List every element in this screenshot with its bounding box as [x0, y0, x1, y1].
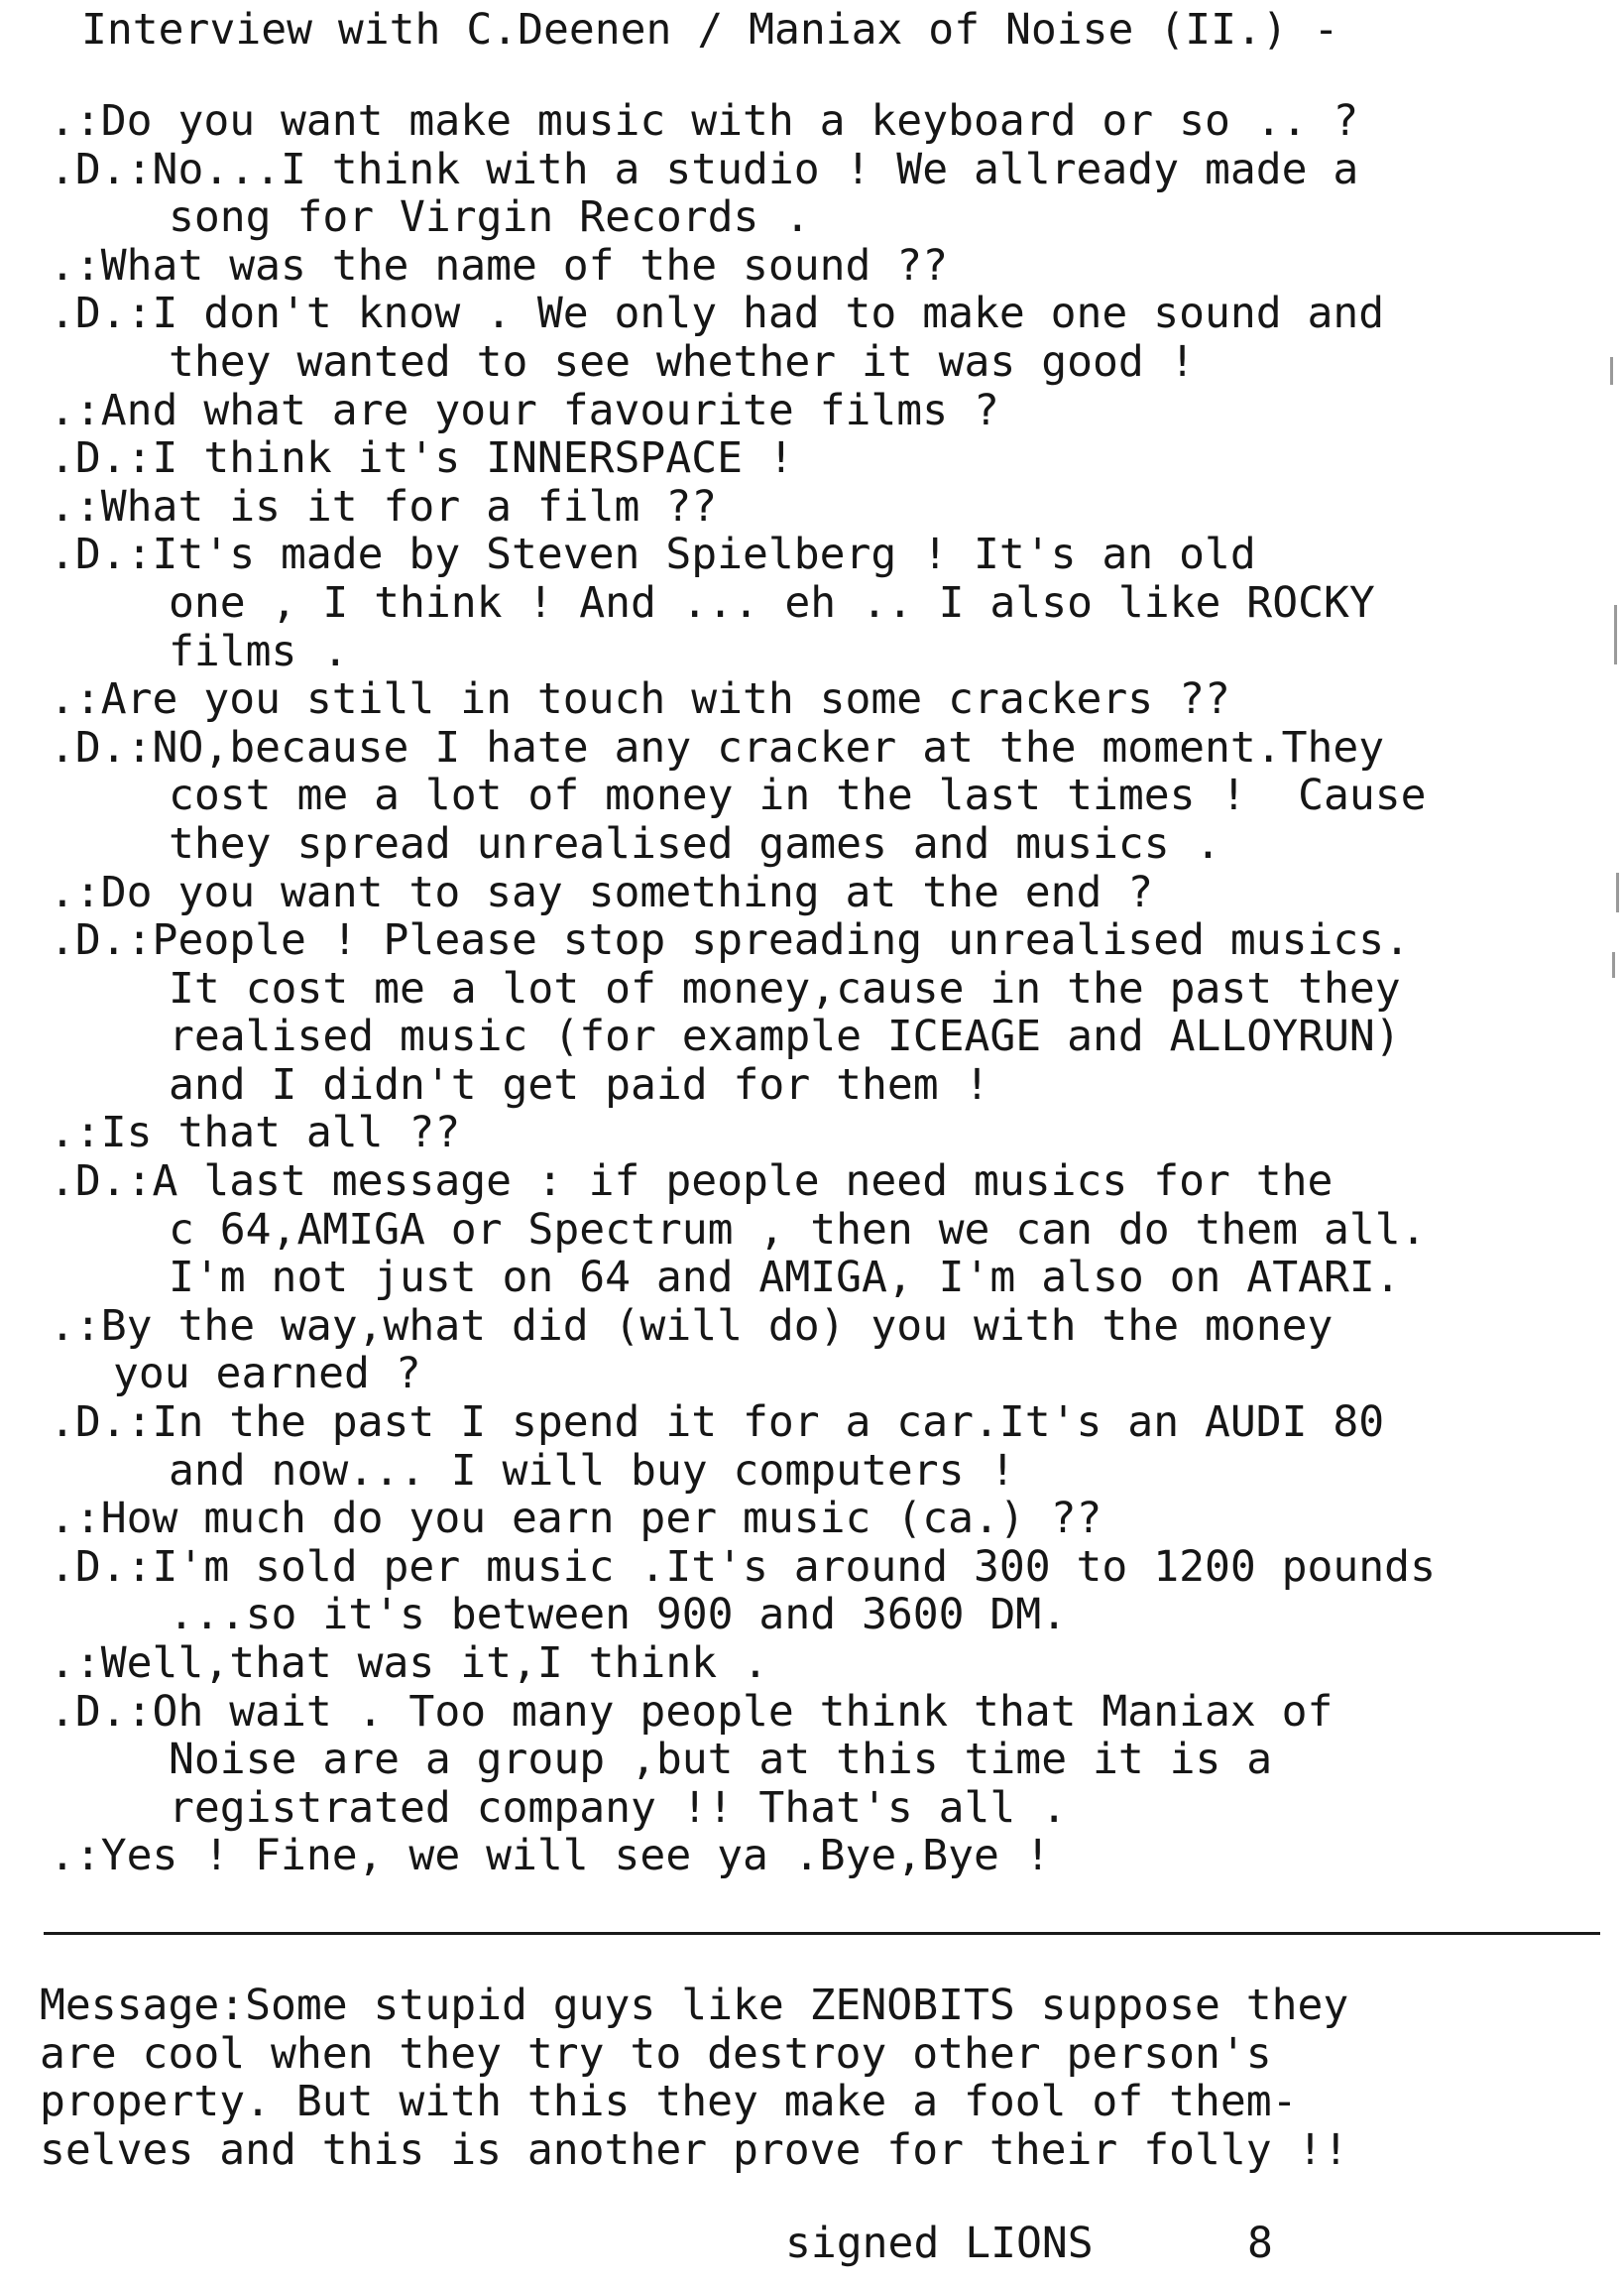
interview-line: .D.:In the past I spend it for a car.It's an AUDI 80: [50, 1397, 1385, 1448]
interview-line: I'm not just on 64 and AMIGA, I'm also on ATARI.: [169, 1253, 1401, 1303]
interview-line: It cost me a lot of money,cause in the past they: [169, 963, 1401, 1014]
interview-line: .D.:I'm sold per music .It's around 300 to 1200 pounds: [50, 1541, 1436, 1592]
interview-line: films .: [169, 626, 349, 676]
scan-edge-mark: [1614, 605, 1617, 664]
interview-line: .:How much do you earn per music (ca.) ??: [50, 1494, 1102, 1544]
interview-line: registrated company !! That's all .: [169, 1782, 1068, 1833]
message-line: selves and this is another prove for their folly !!: [40, 2124, 1349, 2175]
interview-line: .:What was the name of the sound ??: [50, 240, 949, 291]
interview-line: you earned ?: [113, 1349, 421, 1399]
interview-line: Noise are a group ,but at this time it is a: [169, 1735, 1273, 1785]
message-line: are cool when they try to destroy other person's: [40, 2028, 1272, 2079]
interview-line: they wanted to see whether it was good !: [169, 336, 1196, 387]
interview-body: [50, 97, 1596, 1880]
interview-line: .:Well,that was it,I think .: [50, 1638, 768, 1688]
scan-edge-mark: [1610, 357, 1613, 385]
signature-line: signed LIONS: [785, 2219, 1094, 2268]
scan-edge-mark: [1616, 873, 1619, 912]
interview-line: .:And what are your favourite films ?: [50, 385, 999, 435]
message-block: [40, 1982, 1586, 2174]
interview-line: cost me a lot of money in the last times ! Cause: [169, 771, 1427, 821]
interview-line: .D.:It's made by Steven Spielberg ! It's an old: [50, 530, 1256, 580]
interview-line: .D.:I don't know . We only had to make one sound and: [50, 289, 1385, 339]
interview-line: .:What is it for a film ??: [50, 481, 718, 532]
interview-line: song for Virgin Records .: [169, 192, 811, 243]
interview-line: .D.:NO,because I hate any cracker at the moment.They: [50, 722, 1385, 773]
interview-line: they spread unrealised games and musics .: [169, 818, 1221, 869]
interview-line: ...so it's between 900 and 3600 DM.: [169, 1590, 1068, 1640]
interview-line: realised music (for example ICEAGE and ALLOYRUN): [169, 1012, 1401, 1062]
interview-line: c 64,AMIGA or Spectrum , then we can do them all.: [169, 1204, 1427, 1255]
interview-line: .D.:No...I think with a studio ! We allready made a: [50, 144, 1359, 194]
interview-line: .:Do you want to say something at the end ?: [50, 867, 1154, 917]
interview-line: .D.:Oh wait . Too many people think that Maniax of: [50, 1686, 1334, 1737]
interview-line: .:Are you still in touch with some crackers ??: [50, 674, 1230, 725]
interview-line: and I didn't get paid for them !: [169, 1059, 990, 1110]
horizontal-divider: [44, 1932, 1600, 1935]
interview-line: .D.:I think it's INNERSPACE !: [50, 433, 794, 484]
scan-edge-mark: [1612, 952, 1615, 978]
interview-line: .D.:A last message : if people need musics for the: [50, 1156, 1334, 1207]
message-line: property. But with this they make a fool of them-: [40, 2077, 1298, 2126]
interview-line: .:By the way,what did (will do) you with the money: [50, 1300, 1334, 1351]
page-number: 8: [1247, 2219, 1273, 2268]
interview-line: .D.:People ! Please stop spreading unrealised musics.: [50, 915, 1411, 966]
document-title: Interview with C.Deenen / Maniax of Noise (II.) -: [81, 5, 1339, 55]
interview-line: .:Yes ! Fine, we will see ya .Bye,Bye !: [50, 1831, 1051, 1881]
interview-line: and now... I will buy computers !: [169, 1445, 1016, 1496]
interview-line: .:Do you want make music with a keyboard or so .. ?: [50, 96, 1359, 146]
interview-line: .:Is that all ??: [50, 1108, 461, 1158]
interview-line: one , I think ! And ... eh .. I also like ROCKY: [169, 577, 1375, 628]
message-line: Message:Some stupid guys like ZENOBITS suppose they: [40, 1981, 1349, 2030]
